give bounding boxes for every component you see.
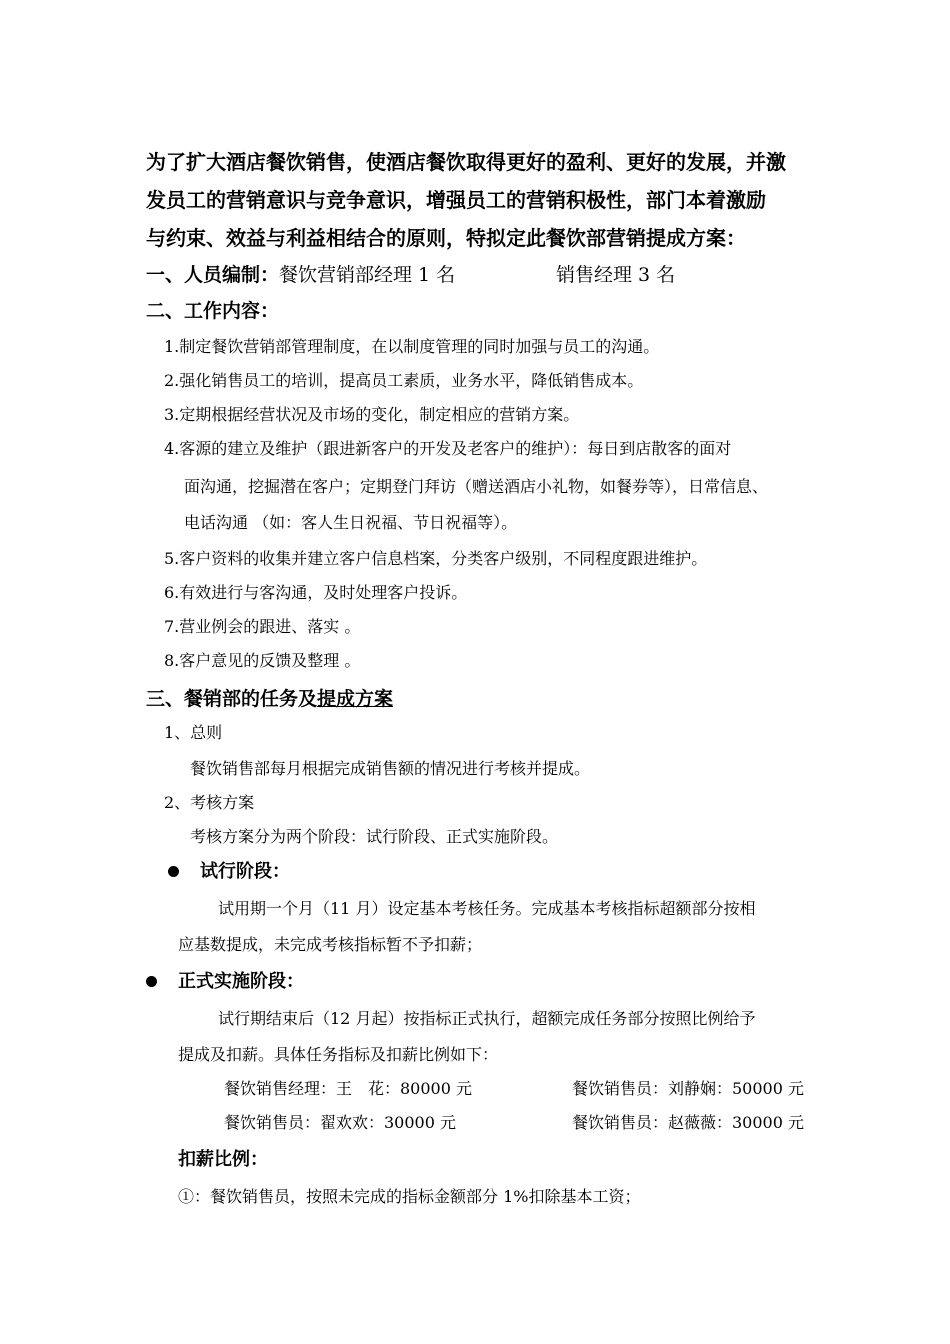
- formal-heading: 正式实施阶段：: [178, 971, 304, 992]
- target-staff-1: 餐饮销售员：刘静娴：50000 元: [572, 1079, 804, 1098]
- section1-item-b: 销售经理 3 名: [556, 264, 676, 286]
- deduction-heading: 扣薪比例：: [178, 1149, 268, 1170]
- intro-line-2: 发员工的营销意识与竞争意识，增强员工的营销积极性，部门本着激励: [146, 188, 766, 212]
- work-item-5: 5.客户资料的收集并建立客户信息档案，分类客户级别，不同程度跟进维护。: [164, 549, 708, 568]
- deduction-item: ①：餐饮销售员，按照未完成的指标金额部分 1%扣除基本工资；: [178, 1187, 641, 1206]
- work-item-1: 1.制定餐饮营销部管理制度，在以制度管理的同时加强与员工的沟通。: [164, 337, 660, 356]
- section2-heading: 二、工作内容：: [146, 300, 280, 322]
- work-item-4-cont-2: 电话沟通 （如：客人生日祝福、节日祝福等）。: [184, 513, 518, 532]
- work-item-6: 6.有效进行与客沟通，及时处理客户投诉。: [164, 583, 468, 602]
- intro-line-3: 与约束、效益与利益相结合的原则，特拟定此餐饮部营销提成方案：: [146, 226, 746, 250]
- section3-heading-prefix: 三、餐销部的任务及: [146, 688, 318, 710]
- work-item-3: 3.定期根据经营状况及市场的变化，制定相应的营销方案。: [164, 405, 580, 424]
- work-item-8: 8.客户意见的反馈及整理 。: [164, 651, 361, 670]
- formal-line-1: 试行期结束后（12 月起）按指标正式执行，超额完成任务部分按照比例给予: [218, 1009, 756, 1028]
- sub2-text: 考核方案分为两个阶段：试行阶段、正式实施阶段。: [190, 827, 559, 846]
- work-item-7: 7.营业例会的跟进、落实 。: [164, 617, 361, 636]
- target-staff-2: 餐饮销售员：翟欢欢：30000 元: [224, 1113, 456, 1132]
- formal-line-2: 提成及扣薪。具体任务指标及扣薪比例如下：: [178, 1045, 499, 1064]
- intro-line-1: 为了扩大酒店餐饮销售，使酒店餐饮取得更好的盈利、更好的发展，并激: [146, 150, 786, 174]
- sub1-text: 餐饮销售部每月根据完成销售额的情况进行考核并提成。: [190, 759, 591, 778]
- sub2-title: 2、考核方案: [164, 793, 255, 812]
- work-item-4-cont-1: 面沟通，挖掘潜在客户；定期登门拜访（赠送酒店小礼物，如餐券等），日常信息、: [184, 477, 769, 496]
- work-item-2: 2.强化销售员工的培训，提高员工素质，业务水平，降低销售成本。: [164, 371, 644, 390]
- target-staff-3: 餐饮销售员：赵薇薇：30000 元: [572, 1113, 804, 1132]
- trial-heading: 试行阶段：: [200, 861, 290, 882]
- section1-item-a: 餐饮营销部经理 1 名: [279, 264, 456, 286]
- trial-line-1: 试用期一个月（11 月）设定基本考核任务。完成基本考核指标超额部分按相: [218, 899, 756, 918]
- bullet-icon: [168, 866, 179, 877]
- section3-heading-underlined: 提成方案: [317, 688, 394, 710]
- sub1-title: 1、总则: [164, 723, 223, 742]
- section3-heading: [146, 686, 393, 712]
- bullet-icon: [146, 976, 157, 987]
- work-item-4: 4.客源的建立及维护（跟进新客户的开发及老客户的维护）：每日到店散客的面对: [164, 439, 732, 458]
- section1-heading: 一、人员编制：: [146, 264, 280, 286]
- trial-line-2: 应基数提成，未完成考核指标暂不予扣薪；: [178, 935, 483, 954]
- section1-row: [146, 262, 455, 288]
- target-manager: 餐饮销售经理：王 花：80000 元: [224, 1079, 472, 1098]
